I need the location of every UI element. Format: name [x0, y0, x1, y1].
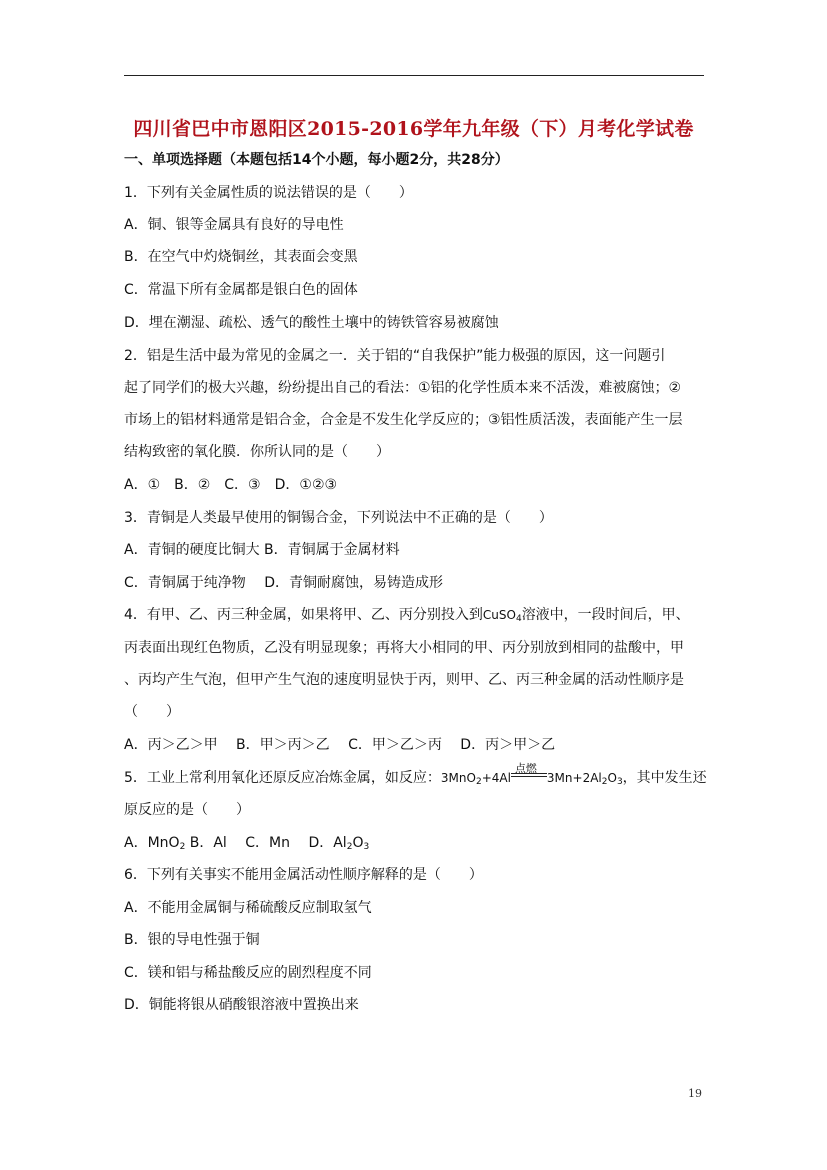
- q2-line-2: 起了同学们的极大兴趣，纷纷提出自己的看法：①铝的化学性质本来不活泼，难被腐蚀；②: [124, 380, 682, 396]
- q5-line-1-post: ，其中发生还: [622, 770, 707, 786]
- q4-line-4: （ ）: [124, 704, 180, 720]
- page-number: 19: [688, 1087, 702, 1100]
- q4-line-3: 、丙均产生气泡，但甲产生气泡的速度明显快于丙，则甲、乙、丙三种金属的活动性顺序是: [124, 672, 684, 688]
- arrow-bar-top: [511, 773, 547, 774]
- q5-line-1: [124, 762, 707, 792]
- q2-line-3: 市场上的铝材料通常是铝合金，合金是不发生化学反应的；③铝性质活泼，表面能产生一层: [124, 412, 683, 428]
- q4-line-1-pre: 4．有甲、乙、丙三种金属，如果将甲、乙、丙分别投入到: [124, 607, 483, 623]
- q3-options-cd: C．青铜属于纯净物 D．青铜耐腐蚀，易铸造成形: [124, 575, 444, 591]
- eq-o: O: [607, 771, 617, 785]
- q4-line-1: [124, 605, 690, 629]
- q5-line-1-pre: 5．工业上常利用氧化还原反应冶炼金属，如反应：: [124, 770, 441, 786]
- q5-line-2: 原反应的是（ ）: [124, 802, 250, 818]
- q5-opt-d-sub1: 2: [346, 842, 353, 852]
- q6-stem: 6．下列有关事实不能用金属活动性顺序解释的是（ ）: [124, 867, 483, 883]
- exam-title: 四川省巴中市恩阳区2015-2016学年九年级（下）月考化学试卷: [133, 118, 694, 140]
- eq-o3-sub: 3: [616, 777, 623, 787]
- eq-mno2: 3MnO: [440, 771, 476, 785]
- q6-option-c: C．镁和铝与稀盐酸反应的剧烈程度不同: [124, 965, 372, 981]
- q4-line-2: 丙表面出现红色物质，乙没有明显现象；再将大小相同的甲、丙分别放到相同的盐酸中，甲: [124, 640, 684, 656]
- q5-opt-d-sub2: 3: [363, 842, 370, 852]
- reaction-condition: 点燃: [514, 762, 537, 775]
- q1-option-b: B．在空气中灼烧铜丝，其表面会变黑: [124, 249, 358, 265]
- equation-left: [441, 771, 511, 785]
- q5-opt-a-sub: 2: [179, 842, 186, 852]
- q2-line-4: 结构致密的氧化膜．你所认同的是（ ）: [124, 444, 390, 460]
- q5-opt-bcd: B．Al C．Mn D．Al: [185, 835, 347, 851]
- q2-options: A．① B．② C．③ D．①②③: [124, 477, 338, 493]
- eq-al: +4Al: [481, 771, 511, 785]
- q6-option-d: D．铜能将银从硝酸银溶液中置换出来: [124, 997, 359, 1013]
- cuso4-subscript: 4: [515, 614, 522, 624]
- eq-al2-sub: 2: [601, 777, 608, 787]
- q5-options: [124, 833, 369, 857]
- q1-option-a: A．铜、银等金属具有良好的导电性: [124, 217, 344, 233]
- equation-right: [547, 771, 623, 785]
- cuso4-formula: CuSO: [482, 608, 516, 622]
- q5-opt-a: A．MnO: [124, 835, 180, 851]
- q6-option-a: A．不能用金属铜与稀硫酸反应制取氢气: [124, 900, 372, 916]
- q2-line-1: 2．铝是生活中最为常见的金属之一．关于铝的“自我保护”能力极强的原因，这一问题引: [124, 348, 666, 364]
- reaction-arrow: [511, 762, 547, 782]
- q1-option-c: C．常温下所有金属都是银白色的固体: [124, 282, 358, 298]
- q6-option-b: B．银的导电性强于铜: [124, 932, 260, 948]
- q5-opt-d-o: O: [352, 835, 364, 851]
- q4-line-1-post: 溶液中，一段时间后，甲、: [521, 607, 690, 623]
- q4-options: A．丙＞乙＞甲 B．甲＞丙＞乙 C．甲＞乙＞丙 D．丙＞甲＞乙: [124, 737, 556, 753]
- section-heading: 一、单项选择题（本题包括14个小题，每小题2分，共28分）: [124, 152, 509, 168]
- q3-options-ab: A．青铜的硬度比铜大 B．青铜属于金属材料: [124, 542, 400, 558]
- q1-option-d: D．埋在潮湿、疏松、透气的酸性土壤中的铸铁管容易被腐蚀: [124, 315, 499, 331]
- q1-stem: 1．下列有关金属性质的说法错误的是（ ）: [124, 185, 413, 201]
- arrow-bar-bottom: [511, 776, 547, 777]
- header-rule: [124, 75, 704, 76]
- eq-products: 3Mn+2Al: [546, 771, 602, 785]
- q3-stem: 3．青铜是人类最早使用的铜锡合金，下列说法中不正确的是（ ）: [124, 510, 553, 526]
- eq-mno2-sub: 2: [475, 777, 482, 787]
